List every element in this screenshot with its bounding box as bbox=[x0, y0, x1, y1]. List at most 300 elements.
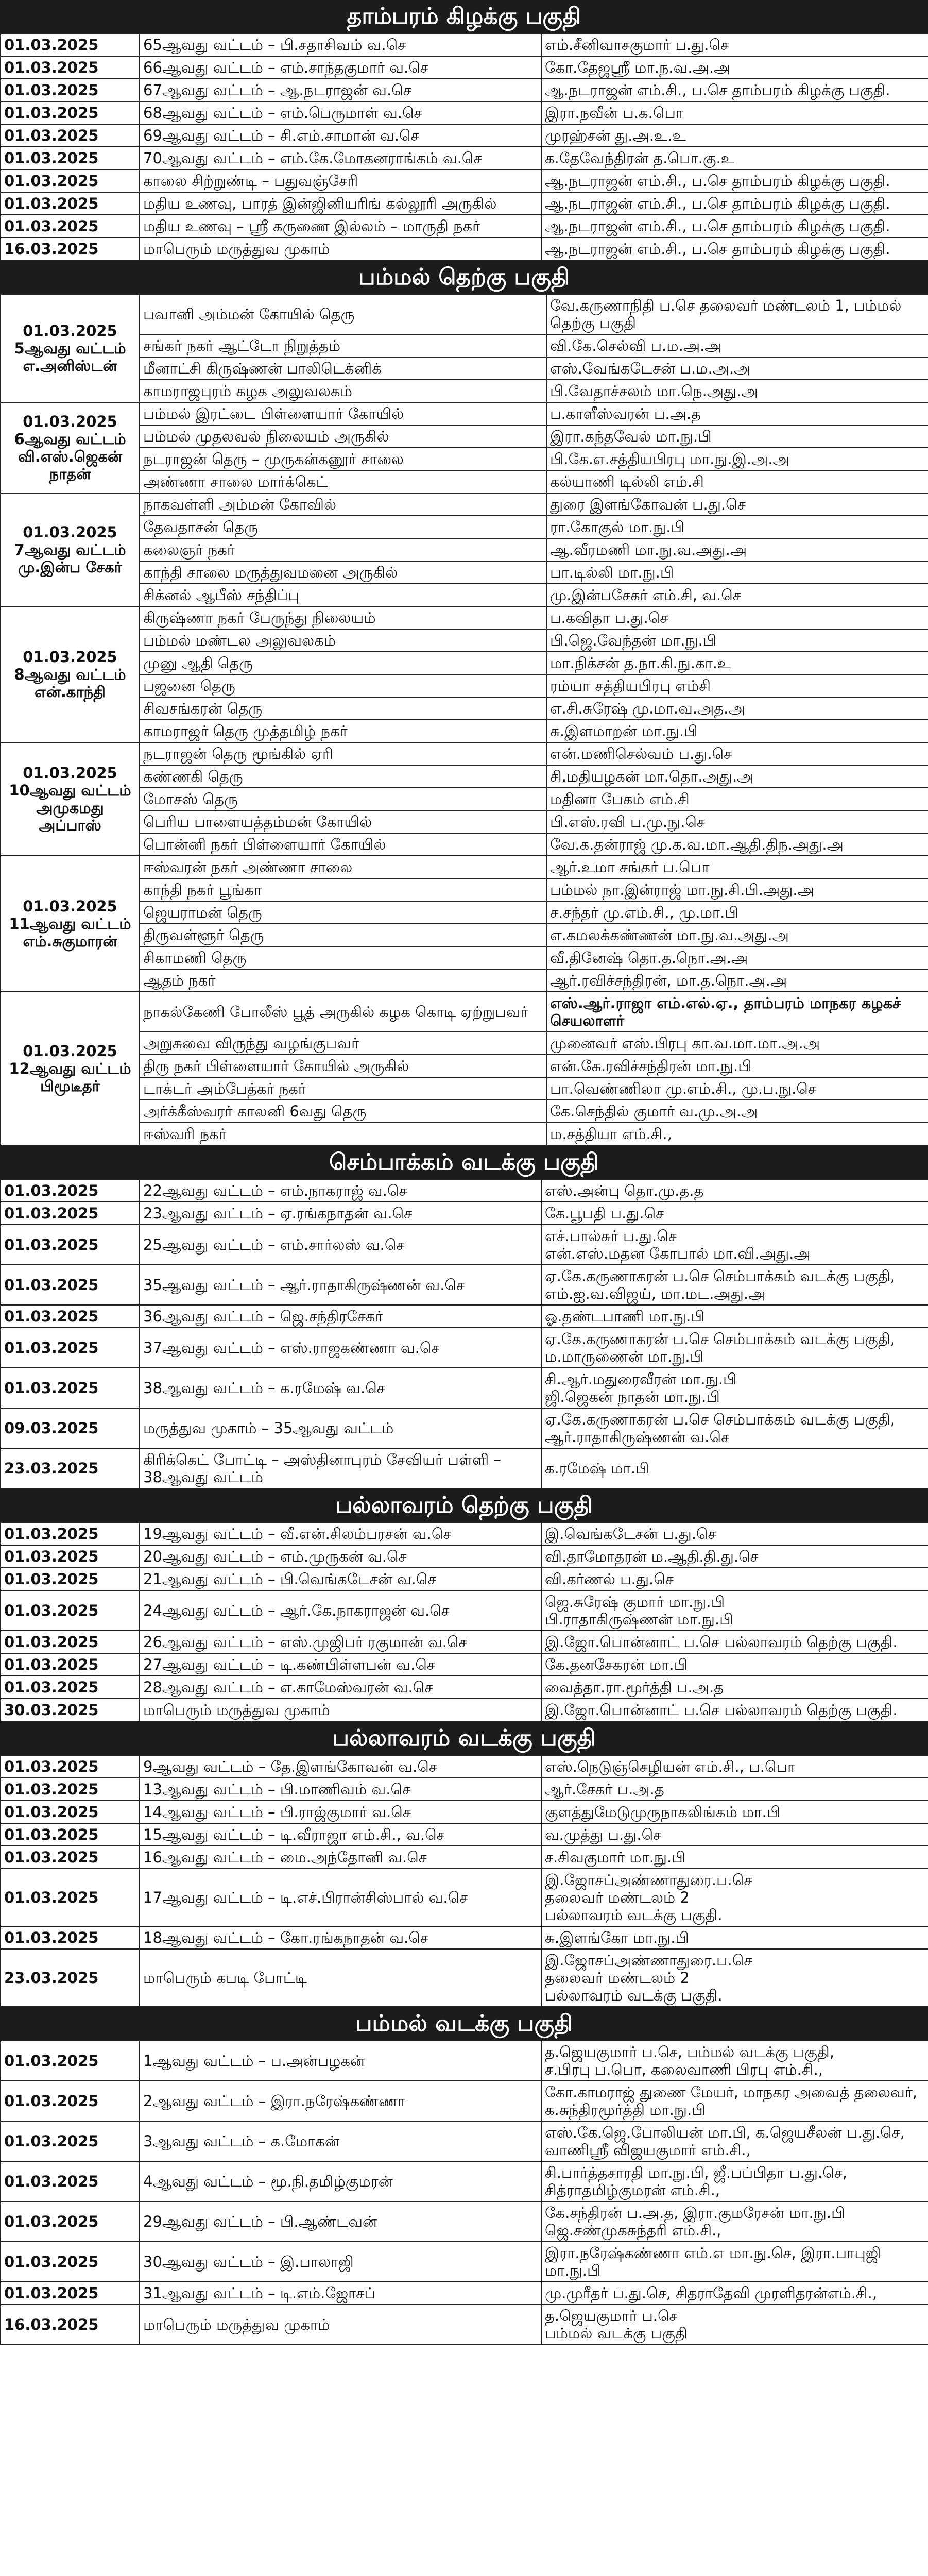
ward-number: 12ஆவது வட்டம் bbox=[9, 1060, 131, 1077]
event-organizer: பி.வேதாச்சலம் மா.நெ.அது.அ bbox=[546, 380, 928, 402]
event-organizer: முனைவர் எஸ்.பிரபு கா.வ.மா.மா.அ.அ bbox=[546, 1032, 928, 1055]
event-place: நடராஜன் தெரு மூங்கில் ஏரி bbox=[140, 742, 546, 765]
section-block bbox=[0, 261, 928, 1146]
event-date: 01.03.2025 bbox=[1, 1926, 140, 1949]
event-date: 01.03.2025 bbox=[1, 170, 140, 192]
table-row bbox=[1, 720, 928, 742]
table-row bbox=[1, 833, 928, 856]
event-place: 17ஆவது வட்டம் – டி.எச்.பிரான்சிஸ்பால் வ.செ bbox=[140, 1869, 541, 1926]
table-row bbox=[1, 192, 928, 215]
event-place: காமராஜபுரம் கழக அலுவலகம் bbox=[140, 380, 546, 402]
ward-cell bbox=[1, 856, 140, 992]
table-row bbox=[1, 1328, 928, 1368]
event-organizer: ரா.கோகுல் மா.நு.பி bbox=[546, 516, 928, 538]
table-row bbox=[1, 1823, 928, 1846]
table-row bbox=[1, 380, 928, 402]
table-row bbox=[1, 2201, 928, 2242]
section-title: பம்மல் வடக்கு பகுதி bbox=[0, 2007, 928, 2040]
event-organizer: சி.பார்த்தசாரதி மா.நு.பி, ஜீ.பப்பிதா ப.து.செ, சித்ராதமிழ்குமரன் எம்.சி., bbox=[541, 2161, 928, 2201]
event-organizer: மு.இன்பசேகர் எம்.சி, வ.செ bbox=[546, 584, 928, 606]
event-organizer: எஸ்.வேங்கடேசன் ப.ம.அ.அ bbox=[546, 357, 928, 380]
table-row bbox=[1, 334, 928, 357]
event-organizer: கே.சந்திரன் ப.அ.த, இரா.குமரேசன் மா.நு.பி ஜெ.சண்முகசுந்தரி எம்.சி., bbox=[541, 2201, 928, 2242]
event-organizer: மு.முரீதர் ப.து.செ, சிதராதேவி முரளிதரன்எம்.சி., bbox=[541, 2282, 928, 2304]
event-date: 01.03.2025 bbox=[1, 2041, 140, 2081]
event-organizer: ஆ.நடராஜன் எம்.சி., ப.செ தாம்பரம் கிழக்கு பகுதி. bbox=[541, 170, 928, 192]
event-place: 65ஆவது வட்டம் – பி.சதாசிவம் வ.செ bbox=[140, 33, 541, 56]
ward-cell bbox=[1, 606, 140, 742]
section-title: பல்லாவரம் தெற்கு பகுதி bbox=[0, 1489, 928, 1522]
event-place: கிரிக்கெட் போட்டி – அஸ்தினாபுரம் சேவியர் பள்ளி – 38ஆவது வட்டம் bbox=[140, 1448, 541, 1488]
event-date: 01.03.2025 bbox=[1, 1522, 140, 1545]
event-organizer: ஏ.கே.கருணாகரன் ப.செ செம்பாக்கம் வடக்கு பகுதி, எம்.ஐ.வ.விஜய், மா.மட.அது.அ bbox=[541, 1265, 928, 1305]
event-organizer: க.ரமேஷ் மா.பி bbox=[541, 1448, 928, 1488]
event-organizer: ம.சத்தியா எம்.சி., bbox=[546, 1123, 928, 1145]
table-row bbox=[1, 1123, 928, 1145]
table-row bbox=[1, 1846, 928, 1869]
event-place: திரு நகர் பிள்ளையார் கோயில் அருகில் bbox=[140, 1055, 546, 1077]
ward-date: 01.03.2025 bbox=[23, 523, 117, 541]
event-place: மாபெரும் கபடி போட்டி bbox=[140, 1949, 541, 2007]
event-place: 27ஆவது வட்டம் – டி.கண்பிள்ளபன் வ.செ bbox=[140, 1653, 541, 1676]
table-row bbox=[1, 742, 928, 765]
event-place: 16ஆவது வட்டம் – மை.அந்தோனி வ.செ bbox=[140, 1846, 541, 1869]
event-place: 3ஆவது வட்டம் – க.மோகன் bbox=[140, 2121, 541, 2161]
table-row bbox=[1, 448, 928, 470]
event-organizer: த.ஜெயகுமார் ப.செ, பம்மல் வடக்கு பகுதி, ச.பிரபு ப.பொ, கலைவாணி பிரபு எம்.சி., bbox=[541, 2041, 928, 2081]
event-place: மதிய உணவு, பாரத் இன்ஜினியரிங் கல்லூரி அருகில் bbox=[140, 192, 541, 215]
event-date: 01.03.2025 bbox=[1, 147, 140, 170]
event-date: 01.03.2025 bbox=[1, 1823, 140, 1846]
section-table bbox=[0, 33, 928, 261]
ward-cell bbox=[1, 493, 140, 606]
event-date: 16.03.2025 bbox=[1, 2304, 140, 2345]
event-place: மதிய உணவு – ஸ்ரீ கருணை இல்லம் – மாருதி நகர் bbox=[140, 215, 541, 238]
ward-leader: பிமூடீதர் bbox=[40, 1077, 100, 1095]
event-organizer: வே.க.தன்ராஜ் மு.க.வ.மா.ஆதி.திந.அது.அ bbox=[546, 833, 928, 856]
event-place: காமராஜர் தெரு முத்தமிழ் நகர் bbox=[140, 720, 546, 742]
table-row bbox=[1, 215, 928, 238]
event-organizer: எ.சி.சுரேஷ் மு.மா.வ.அத.அ bbox=[546, 697, 928, 720]
event-date: 01.03.2025 bbox=[1, 1869, 140, 1926]
event-organizer: ஆர்.சேகர் ப.அ.த bbox=[541, 1778, 928, 1801]
section-block bbox=[0, 1722, 928, 2007]
event-place: 9ஆவது வட்டம் – தே.இளங்கோவன் வ.செ bbox=[140, 1755, 541, 1778]
event-organizer: ச.சந்தர் மு.எம்.சி., மு.மா.பி bbox=[546, 901, 928, 924]
table-row bbox=[1, 1676, 928, 1699]
event-organizer: குளத்துமேடுமுருநாகலிங்கம் மா.பி bbox=[541, 1801, 928, 1823]
event-place: மீனாட்சி கிருஷ்ணன் பாலிடெக்னிக் bbox=[140, 357, 546, 380]
event-date: 01.03.2025 bbox=[1, 1568, 140, 1590]
event-organizer: ஓ.தண்டபாணி மா.நு.பி bbox=[541, 1305, 928, 1328]
event-organizer: கோ.தேஜஸ்ரீ மா.ந.வ.அ.அ bbox=[541, 56, 928, 79]
event-organizer: பி.எஸ்.ரவி ப.மு.நு.செ bbox=[546, 810, 928, 833]
table-row bbox=[1, 56, 928, 79]
table-row bbox=[1, 516, 928, 538]
event-place: பவானி அம்மன் கோயில் தெரு bbox=[140, 294, 546, 334]
event-place: மருத்துவ முகாம் – 35ஆவது வட்டம் bbox=[140, 1408, 541, 1448]
event-date: 01.03.2025 bbox=[1, 124, 140, 147]
event-place: பம்மல் முதலவல் நிலையம் அருகில் bbox=[140, 425, 546, 448]
event-date: 01.03.2025 bbox=[1, 1801, 140, 1823]
event-organizer: எஸ்.நெடுஞ்செழியன் எம்.சி., ப.பொ bbox=[541, 1755, 928, 1778]
event-date: 01.03.2025 bbox=[1, 1676, 140, 1699]
table-row bbox=[1, 1408, 928, 1448]
event-organizer: பி.ஜெ.வேந்தன் மா.நு.பி bbox=[546, 629, 928, 652]
event-organizer: ஆ.நடராஜன் எம்.சி., ப.செ தாம்பரம் கிழக்கு பகுதி. bbox=[541, 79, 928, 101]
event-place: 68ஆவது வட்டம் – எம்.பெருமாள் வ.செ bbox=[140, 101, 541, 124]
table-row bbox=[1, 1699, 928, 1721]
table-row bbox=[1, 79, 928, 101]
table-row bbox=[1, 765, 928, 788]
event-date: 01.03.2025 bbox=[1, 215, 140, 238]
ward-leader: மு.இன்ப சேகர் bbox=[18, 558, 122, 576]
event-organizer: இ.ஜோசப்அண்ணாதுரை.ப.செ தலைவர் மண்டலம் 2 பல்லாவரம் வடக்கு பகுதி. bbox=[541, 1869, 928, 1926]
event-place: 31ஆவது வட்டம் – டி.எம்.ஜோசப் bbox=[140, 2282, 541, 2304]
ward-date: 01.03.2025 bbox=[23, 648, 117, 666]
table-row bbox=[1, 1590, 928, 1631]
event-place: 36ஆவது வட்டம் – ஜெ.சந்திரசேகர் bbox=[140, 1305, 541, 1328]
section-table bbox=[0, 1522, 928, 1722]
event-organizer: ரம்யா சத்தியபிரபு எம்சி bbox=[546, 674, 928, 697]
table-row bbox=[1, 124, 928, 147]
event-place: பம்மல் இரட்டை பிள்ளையார் கோயில் bbox=[140, 402, 546, 425]
event-place: 20ஆவது வட்டம் – எம்.முருகன் வ.செ bbox=[140, 1545, 541, 1568]
ward-leader: என்.காந்தி bbox=[35, 683, 106, 701]
ward-number: 7ஆவது வட்டம் bbox=[14, 541, 126, 558]
event-date: 01.03.2025 bbox=[1, 2161, 140, 2201]
event-place: ஈஸ்வரி நகர் bbox=[140, 1123, 546, 1145]
event-place: 21ஆவது வட்டம் – பி.வெங்கடேசன் வ.செ bbox=[140, 1568, 541, 1590]
event-place: அர்க்கீஸ்வரர் காலனி 6வது தெரு bbox=[140, 1100, 546, 1123]
table-row bbox=[1, 470, 928, 493]
ward-leader: வி.எஸ்.ஜெகன் நாதன் bbox=[18, 448, 123, 483]
event-organizer: ப.கவிதா ப.து.செ bbox=[546, 606, 928, 629]
event-organizer: கே.தனசேகரன் மா.பி bbox=[541, 1653, 928, 1676]
section-table bbox=[0, 294, 928, 1146]
event-organizer: எஸ்.அன்பு தொ.மு.த.த bbox=[541, 1179, 928, 1202]
ward-date: 01.03.2025 bbox=[23, 897, 117, 915]
table-row bbox=[1, 1653, 928, 1676]
event-organizer: எஸ்.ஆர்.ராஜா எம்.எல்.ஏ., தாம்பரம் மாநகர கழகச் செயலாளர் bbox=[546, 992, 928, 1032]
event-place: நாகவள்ளி அம்மன் கோவில் bbox=[140, 493, 546, 516]
event-organizer: வ.முத்து ப.து.செ bbox=[541, 1823, 928, 1846]
event-organizer: வே.கருணாநிதி ப.செ தலைவர் மண்டலம் 1, பம்மல் தெற்கு பகுதி bbox=[546, 294, 928, 334]
table-row bbox=[1, 402, 928, 425]
event-place: அண்ணா சாலை மார்க்கெட் bbox=[140, 470, 546, 493]
table-row bbox=[1, 2242, 928, 2282]
event-organizer: கே.பூபதி ப.து.செ bbox=[541, 1202, 928, 1225]
section-title: பம்மல் தெற்கு பகுதி bbox=[0, 261, 928, 294]
event-place: 66ஆவது வட்டம் – எம்.சாந்தகுமார் வ.செ bbox=[140, 56, 541, 79]
event-date: 01.03.2025 bbox=[1, 1778, 140, 1801]
table-row bbox=[1, 1949, 928, 2007]
event-organizer: என்.மணிசெல்வம் ப.து.செ bbox=[546, 742, 928, 765]
event-date: 01.03.2025 bbox=[1, 2121, 140, 2161]
event-date: 01.03.2025 bbox=[1, 101, 140, 124]
ward-number: 6ஆவது வட்டம் bbox=[14, 430, 126, 448]
table-row bbox=[1, 810, 928, 833]
event-organizer: இ.வெங்கடேசன் ப.து.செ bbox=[541, 1522, 928, 1545]
table-row bbox=[1, 1568, 928, 1590]
event-place: சிவசங்கரன் தெரு bbox=[140, 697, 546, 720]
ward-date: 01.03.2025 bbox=[23, 764, 117, 782]
event-date: 01.03.2025 bbox=[1, 192, 140, 215]
table-row bbox=[1, 1077, 928, 1100]
event-date: 01.03.2025 bbox=[1, 1328, 140, 1368]
event-place: 13ஆவது வட்டம் – பி.மாணிவம் வ.செ bbox=[140, 1778, 541, 1801]
event-organizer: ப.காளீஸ்வரன் ப.அ.த bbox=[546, 402, 928, 425]
event-organizer: ஆ.நடராஜன் எம்.சி., ப.செ தாம்பரம் கிழக்கு பகுதி. bbox=[541, 215, 928, 238]
event-organizer: வி.கர்ணல் ப.து.செ bbox=[541, 1568, 928, 1590]
section-block bbox=[0, 1146, 928, 1489]
table-row bbox=[1, 1522, 928, 1545]
event-place: சங்கர் நகர் ஆட்டோ நிறுத்தம் bbox=[140, 334, 546, 357]
table-row bbox=[1, 992, 928, 1032]
event-organizer: பி.கே.எ.சத்தியபிரபு மா.நு.இ.அ.அ bbox=[546, 448, 928, 470]
ward-number: 8ஆவது வட்டம் bbox=[14, 666, 126, 683]
event-place: கலைஞர் நகர் bbox=[140, 538, 546, 561]
event-date: 01.03.2025 bbox=[1, 1305, 140, 1328]
table-row bbox=[1, 924, 928, 946]
ward-date: 01.03.2025 bbox=[23, 322, 117, 340]
event-organizer: இரா.நரேஷ்கண்ணா எம்.எ மா.நு.செ, இரா.பாபுஜி மா.நு.பி bbox=[541, 2242, 928, 2282]
event-place: 67ஆவது வட்டம் – ஆ.நடராஜன் வ.செ bbox=[140, 79, 541, 101]
event-place: பொன்னி நகர் பிள்ளையார் கோயில் bbox=[140, 833, 546, 856]
event-date: 23.03.2025 bbox=[1, 1949, 140, 2007]
event-date: 01.03.2025 bbox=[1, 1755, 140, 1778]
table-row bbox=[1, 1778, 928, 1801]
table-row bbox=[1, 1305, 928, 1328]
event-place: சிகாமணி தெரு bbox=[140, 946, 546, 969]
section-block bbox=[0, 1489, 928, 1722]
table-row bbox=[1, 1631, 928, 1653]
ward-date: 01.03.2025 bbox=[23, 413, 117, 430]
event-place: 70ஆவது வட்டம் – எம்.கே.மோகனராங்கம் வ.செ bbox=[140, 147, 541, 170]
event-place: 28ஆவது வட்டம் – எ.காமேஸ்வரன் வ.செ bbox=[140, 1676, 541, 1699]
event-organizer: கல்யாணி டில்லி எம்.சி bbox=[546, 470, 928, 493]
event-place: 69ஆவது வட்டம் – சி.எம்.சாமான் வ.செ bbox=[140, 124, 541, 147]
event-organizer: சி.மதியழகன் மா.தொ.அது.அ bbox=[546, 765, 928, 788]
event-organizer: எ.கமலக்கண்ணன் மா.நு.வ.அது.அ bbox=[546, 924, 928, 946]
section-title: பல்லாவரம் வடக்கு பகுதி bbox=[0, 1722, 928, 1755]
event-place: மாபெரும் மருத்துவ முகாம் bbox=[140, 238, 541, 260]
event-place: சிக்னல் ஆபீஸ் சந்திப்பு bbox=[140, 584, 546, 606]
event-date: 01.03.2025 bbox=[1, 1368, 140, 1408]
event-organizer: ஏ.கே.கருணாகரன் ப.செ செம்பாக்கம் வடக்கு பகுதி, ஆர்.ராதாகிருஷ்ணன் வ.செ bbox=[541, 1408, 928, 1448]
event-organizer: என்.கே.ரவிச்சந்திரன் மா.நு.பி bbox=[546, 1055, 928, 1077]
event-place: காந்தி நகர் பூங்கா bbox=[140, 878, 546, 901]
table-row bbox=[1, 1032, 928, 1055]
event-organizer: இ.ஜோ.பொன்னாட் ப.செ பல்லாவரம் தெற்கு பகுதி. bbox=[541, 1699, 928, 1721]
table-row bbox=[1, 101, 928, 124]
event-place: பம்மல் மண்டல அலுவலகம் bbox=[140, 629, 546, 652]
table-row bbox=[1, 147, 928, 170]
event-organizer: வி.கே.செல்வி ப.ம.அ.அ bbox=[546, 334, 928, 357]
event-place: காந்தி சாலை மருத்துவமனை அருகில் bbox=[140, 561, 546, 584]
event-date: 01.03.2025 bbox=[1, 2242, 140, 2282]
event-date: 30.03.2025 bbox=[1, 1699, 140, 1721]
table-row bbox=[1, 1055, 928, 1077]
table-row bbox=[1, 584, 928, 606]
ward-cell bbox=[1, 294, 140, 402]
event-place: 1ஆவது வட்டம் – ப.அன்பழகன் bbox=[140, 2041, 541, 2081]
event-organizer: ஆ.நடராஜன் எம்.சி., ப.செ தாம்பரம் கிழக்கு பகுதி. bbox=[541, 192, 928, 215]
event-place: மோசஸ் தெரு bbox=[140, 788, 546, 810]
event-place: பெரிய பாளையத்தம்மன் கோயில் bbox=[140, 810, 546, 833]
event-date: 01.03.2025 bbox=[1, 56, 140, 79]
event-organizer: சி.ஆர்.மதுரைவீரன் மா.நு.பி ஜி.ஜெகன் நாதன் மா.நு.பி bbox=[541, 1368, 928, 1408]
event-place: கிருஷ்ணா நகர் பேருந்து நிலையம் bbox=[140, 606, 546, 629]
ward-cell bbox=[1, 992, 140, 1145]
table-row bbox=[1, 294, 928, 334]
table-row bbox=[1, 1265, 928, 1305]
event-organizer: எஸ்.கே.ஜெ.போலியன் மா.பி, க.ஜெயசீலன் ப.து.செ, வாணிஸ்ரீ விஜயகுமார் எம்.சி., bbox=[541, 2121, 928, 2161]
table-row bbox=[1, 2081, 928, 2121]
event-organizer: சு.இளங்கோ மா.நு.பி bbox=[541, 1926, 928, 1949]
ward-number: 10ஆவது வட்டம் bbox=[9, 782, 131, 799]
event-place: 23ஆவது வட்டம் – ஏ.ரங்கநாதன் வ.செ bbox=[140, 1202, 541, 1225]
ward-cell bbox=[1, 402, 140, 493]
section-title: செம்பாக்கம் வடக்கு பகுதி bbox=[0, 1146, 928, 1179]
table-row bbox=[1, 1100, 928, 1123]
ward-number: 5ஆவது வட்டம் bbox=[14, 340, 126, 357]
event-organizer: ச.சிவகுமார் மா.நு.பி bbox=[541, 1846, 928, 1869]
event-place: டாக்டர் அம்பேத்கர் நகர் bbox=[140, 1077, 546, 1100]
event-organizer: வைத்தா.ரா.மூர்த்தி ப.அ.த bbox=[541, 1676, 928, 1699]
ward-date: 01.03.2025 bbox=[23, 1042, 117, 1060]
event-date: 01.03.2025 bbox=[1, 1653, 140, 1676]
ward-number: 11ஆவது வட்டம் bbox=[9, 915, 131, 933]
event-organizer: முரஹ்சன் து.அ.உ.உ bbox=[541, 124, 928, 147]
table-row bbox=[1, 33, 928, 56]
event-place: நடராஜன் தெரு – முருகன்கனூர் சாலை bbox=[140, 448, 546, 470]
table-row bbox=[1, 493, 928, 516]
event-date: 23.03.2025 bbox=[1, 1448, 140, 1488]
event-organizer: இ.ஜோசப்அண்ணாதுரை.ப.செ தலைவர் மண்டலம் 2 பல்லாவரம் வடக்கு பகுதி. bbox=[541, 1949, 928, 2007]
event-date: 01.03.2025 bbox=[1, 1590, 140, 1631]
table-row bbox=[1, 1225, 928, 1265]
event-organizer: பம்மல் நா.இன்ராஜ் மா.நு.சி.பி.அது.அ bbox=[546, 878, 928, 901]
event-organizer: க.தேவேந்திரன் த.பொ.கு.உ bbox=[541, 147, 928, 170]
table-row bbox=[1, 969, 928, 992]
event-place: ஈஸ்வரன் நகர் அண்ணா சாலை bbox=[140, 856, 546, 878]
event-place: முனு ஆதி தெரு bbox=[140, 652, 546, 674]
table-row bbox=[1, 629, 928, 652]
event-place: 25ஆவது வட்டம் – எம்.சார்லஸ் வ.செ bbox=[140, 1225, 541, 1265]
table-row bbox=[1, 357, 928, 380]
event-place: காலை சிற்றுண்டி – பதுவஞ்சேரி bbox=[140, 170, 541, 192]
event-organizer: துரை இளங்கோவன் ப.து.செ bbox=[546, 493, 928, 516]
event-date: 01.03.2025 bbox=[1, 33, 140, 56]
event-place: 24ஆவது வட்டம் – ஆர்.கே.நாகராஜன் வ.செ bbox=[140, 1590, 541, 1631]
table-row bbox=[1, 946, 928, 969]
event-organizer: இரா.கந்தவேல் மா.நு.பி bbox=[546, 425, 928, 448]
event-organizer: ஆ.நடராஜன் எம்.சி., ப.செ தாம்பரம் கிழக்கு பகுதி. bbox=[541, 238, 928, 260]
event-place: கண்ணகி தெரு bbox=[140, 765, 546, 788]
ward-leader: அமுகமது அப்பாஸ் bbox=[36, 799, 104, 834]
event-organizer: சு.இளமாறன் மா.நு.பி bbox=[546, 720, 928, 742]
section-table bbox=[0, 2040, 928, 2345]
event-place: 4ஆவது வட்டம் – மூ.நி.தமிழ்குமரன் bbox=[140, 2161, 541, 2201]
section-title: தாம்பரம் கிழக்கு பகுதி bbox=[0, 0, 928, 33]
ward-cell bbox=[1, 742, 140, 856]
table-row bbox=[1, 1202, 928, 1225]
table-row bbox=[1, 561, 928, 584]
event-organizer: இரா.நவீன் ப.க.பொ bbox=[541, 101, 928, 124]
event-date: 01.03.2025 bbox=[1, 2282, 140, 2304]
table-row bbox=[1, 697, 928, 720]
event-place: 29ஆவது வட்டம் – பி.ஆண்டவன் bbox=[140, 2201, 541, 2242]
event-organizer: ஆர்.ரவிச்சந்திரன், மா.த.நொ.அ.அ bbox=[546, 969, 928, 992]
event-organizer: கே.செந்தில் குமார் வ.மு.அ.அ bbox=[546, 1100, 928, 1123]
event-organizer: பா.வெண்ணிலா மு.எம்.சி., மு.ப.நு.செ bbox=[546, 1077, 928, 1100]
table-row bbox=[1, 238, 928, 260]
table-row bbox=[1, 1926, 928, 1949]
event-date: 01.03.2025 bbox=[1, 1179, 140, 1202]
event-organizer: வீ.தினேஷ் தொ.த.நொ.அ.அ bbox=[546, 946, 928, 969]
table-row bbox=[1, 878, 928, 901]
table-row bbox=[1, 2161, 928, 2201]
table-row bbox=[1, 1179, 928, 1202]
event-place: தேவதாசன் தெரு bbox=[140, 516, 546, 538]
event-place: 22ஆவது வட்டம் – எம்.நாகராஜ் வ.செ bbox=[140, 1179, 541, 1202]
table-row bbox=[1, 856, 928, 878]
event-place: 26ஆவது வட்டம் – எஸ்.முஜிபர் ரகுமான் வ.செ bbox=[140, 1631, 541, 1653]
event-place: 18ஆவது வட்டம் – கோ.ரங்கநாதன் வ.செ bbox=[140, 1926, 541, 1949]
event-place: 30ஆவது வட்டம் – இ.பாலாஜி bbox=[140, 2242, 541, 2282]
event-place: ஆதம் நகர் bbox=[140, 969, 546, 992]
event-place: திருவள்ளூர் தெரு bbox=[140, 924, 546, 946]
event-date: 01.03.2025 bbox=[1, 1631, 140, 1653]
event-organizer: பா.டில்லி மா.நு.பி bbox=[546, 561, 928, 584]
table-row bbox=[1, 674, 928, 697]
event-organizer: த.ஜெயகுமார் ப.செ பம்மல் வடக்கு பகுதி bbox=[541, 2304, 928, 2345]
table-row bbox=[1, 2304, 928, 2345]
event-place: மாபெரும் மருத்துவ முகாம் bbox=[140, 1699, 541, 1721]
table-row bbox=[1, 1545, 928, 1568]
table-row bbox=[1, 901, 928, 924]
event-date: 01.03.2025 bbox=[1, 2201, 140, 2242]
event-date: 01.03.2025 bbox=[1, 1202, 140, 1225]
event-organizer: கோ.காமராஜ் துணை மேயர், மாநகர அவைத் தலைவர், க.சுந்திரமூர்த்தி மா.நு.பி bbox=[541, 2081, 928, 2121]
event-place: ஜெயராமன் தெரு bbox=[140, 901, 546, 924]
event-date: 01.03.2025 bbox=[1, 1545, 140, 1568]
table-row bbox=[1, 1869, 928, 1926]
table-row bbox=[1, 1448, 928, 1488]
section-block bbox=[0, 0, 928, 261]
event-date: 01.03.2025 bbox=[1, 1225, 140, 1265]
ward-leader: எம்.சுகுமாரன் bbox=[23, 933, 117, 950]
event-date: 01.03.2025 bbox=[1, 1265, 140, 1305]
event-organizer: ஆர்.உமா சங்கர் ப.பொ bbox=[546, 856, 928, 878]
event-place: நாகல்கேணி போலீஸ் பூத் அருகில் கழக கொடி ஏற்றுபவர் bbox=[140, 992, 546, 1032]
table-row bbox=[1, 2121, 928, 2161]
table-row bbox=[1, 170, 928, 192]
event-place: அறுசுவை விருந்து வழங்குபவர் bbox=[140, 1032, 546, 1055]
event-organizer: ஆ.வீரமணி மா.நு.வ.அது.அ bbox=[546, 538, 928, 561]
event-place: 14ஆவது வட்டம் – பி.ராஜ்குமார் வ.செ bbox=[140, 1801, 541, 1823]
event-date: 01.03.2025 bbox=[1, 79, 140, 101]
event-place: 2ஆவது வட்டம் – இரா.நரேஷ்கண்ணா bbox=[140, 2081, 541, 2121]
event-place: 19ஆவது வட்டம் – வீ.என்.சிலம்பரசன் வ.செ bbox=[140, 1522, 541, 1545]
event-organizer: ஏ.கே.கருணாகரன் ப.செ செம்பாக்கம் வடக்கு பகுதி, ம.மாருணைன் மா.நு.பி bbox=[541, 1328, 928, 1368]
event-date: 01.03.2025 bbox=[1, 2081, 140, 2121]
event-place: பஜனை தெரு bbox=[140, 674, 546, 697]
table-row bbox=[1, 788, 928, 810]
table-row bbox=[1, 538, 928, 561]
table-row bbox=[1, 2282, 928, 2304]
